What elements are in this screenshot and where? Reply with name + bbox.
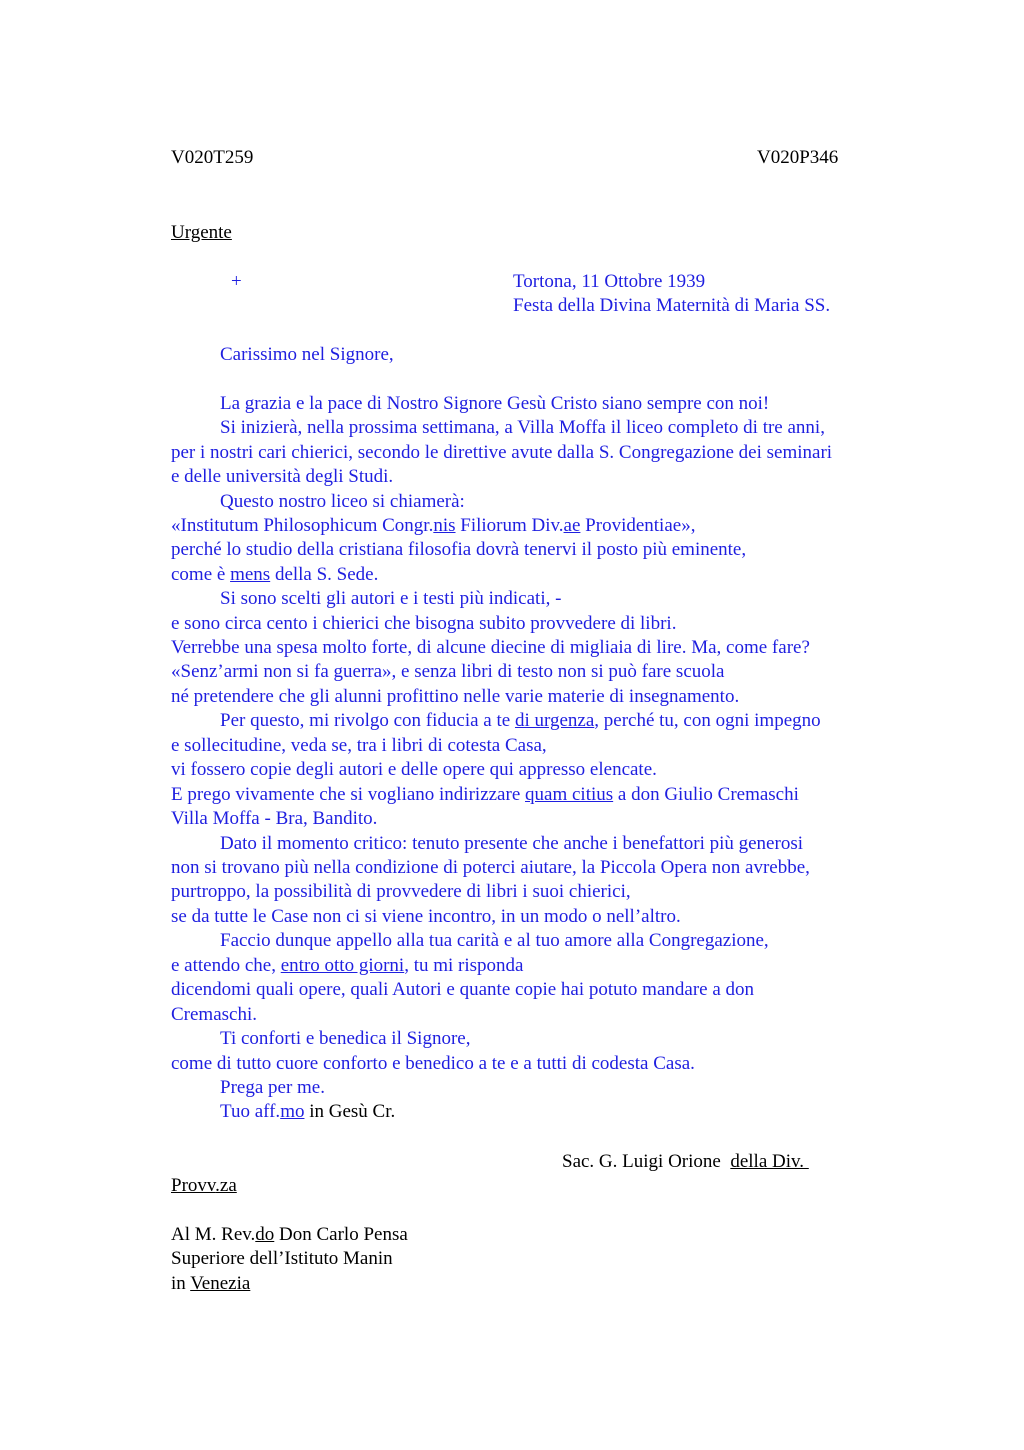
body-line: non si trovano più nella condizione di poterci aiutare, la Piccola Opera non avrebbe, bbox=[171, 857, 810, 878]
body-line: né pretendere che gli alunni profittino nelle varie materie di insegnamento. bbox=[171, 686, 740, 707]
body-line: Villa Moffa - Bra, Bandito. bbox=[171, 808, 378, 829]
body-line: «Senz’armi non si fa guerra», e senza libri di testo non si può fare scuola bbox=[171, 661, 725, 682]
body-line: se da tutte le Case non ci si viene incontro, in un modo o nell’altro. bbox=[171, 906, 681, 927]
feast-day: Festa della Divina Maternità di Maria SS. bbox=[513, 295, 831, 316]
signature-title-continued: Provv.za bbox=[171, 1175, 237, 1196]
body-line: vi fossero copie degli autori e delle opere qui appresso elencate. bbox=[171, 759, 657, 780]
body-line: perché lo studio della cristiana filosofia dovrà tenervi il posto più eminente, bbox=[171, 539, 747, 560]
body-line: Ti conforti e benedica il Signore, bbox=[220, 1028, 471, 1049]
body-line-institute: «Institutum Philosophicum Congr.nis Filiorum Div.ae Providentiae», bbox=[171, 515, 696, 536]
body-line: e delle università degli Studi. bbox=[171, 466, 394, 487]
body-line-mens: come è mens della S. Sede. bbox=[171, 564, 379, 585]
address-line-institute: Superiore dell’Istituto Manin bbox=[171, 1248, 393, 1269]
body-line: Faccio dunque appello alla tua carità e al tuo amore alla Congregazione, bbox=[220, 930, 769, 951]
address-line-city: in Venezia bbox=[171, 1273, 251, 1294]
body-line: Dato il momento critico: tenuto presente che anche i benefattori più generosi bbox=[220, 833, 803, 854]
body-line: dicendomi quali opere, quali Autori e quante copie hai potuto mandare a don bbox=[171, 979, 755, 1000]
body-line: Si inizierà, nella prossima settimana, a Villa Moffa il liceo completo di tre anni, bbox=[220, 417, 825, 438]
body-line: come di tutto cuore conforto e benedico a te e a tutti di codesta Casa. bbox=[171, 1053, 695, 1074]
document-code-left: V020T259 bbox=[171, 147, 254, 168]
urgent-label bbox=[171, 221, 232, 245]
body-line: e sono circa cento i chierici che bisogna subito provvedere di libri. bbox=[171, 613, 677, 634]
body-line: Verrebbe una spesa molto forte, di alcune diecine di migliaia di lire. Ma, come fare? bbox=[171, 637, 810, 658]
body-line: per i nostri cari chierici, secondo le direttive avute dalla S. Congregazione dei seminari bbox=[171, 442, 833, 463]
document-code-right: V020P346 bbox=[757, 147, 839, 168]
urgent-text: Urgente bbox=[171, 222, 232, 243]
body-line: Questo nostro liceo si chiamerà: bbox=[220, 491, 465, 512]
signature-line: Sac. G. Luigi Orione della Div. bbox=[562, 1151, 809, 1172]
body-line: Si sono scelti gli autori e i testi più indicati, - bbox=[220, 588, 562, 609]
address-line-recipient: Al M. Rev.do Don Carlo Pensa bbox=[171, 1224, 408, 1245]
body-line: e sollecitudine, veda se, tra i libri di cotesta Casa, bbox=[171, 735, 547, 756]
place-date: Tortona, 11 Ottobre 1939 bbox=[513, 271, 706, 292]
body-line: Cremaschi. bbox=[171, 1004, 258, 1025]
body-line: La grazia e la pace di Nostro Signore Gesù Cristo siano sempre con noi! bbox=[220, 393, 770, 414]
body-line-quam-citius: E prego vivamente che si vogliano indirizzare quam citius a don Giulio Cremaschi bbox=[171, 784, 799, 805]
salutation: Carissimo nel Signore, bbox=[220, 344, 394, 365]
cross-mark: + bbox=[231, 271, 242, 292]
body-line-deadline: e attendo che, entro otto giorni, tu mi risponda bbox=[171, 955, 524, 976]
body-line: purtroppo, la possibilità di provvedere di libri i suoi chierici, bbox=[171, 881, 631, 902]
body-line: Prega per me. bbox=[220, 1077, 325, 1098]
body-line-urgency: Per questo, mi rivolgo con fiducia a te di urgenza, perché tu, con ogni impegno bbox=[220, 710, 821, 731]
closing-line: Tuo aff.mo in Gesù Cr. bbox=[220, 1101, 396, 1122]
